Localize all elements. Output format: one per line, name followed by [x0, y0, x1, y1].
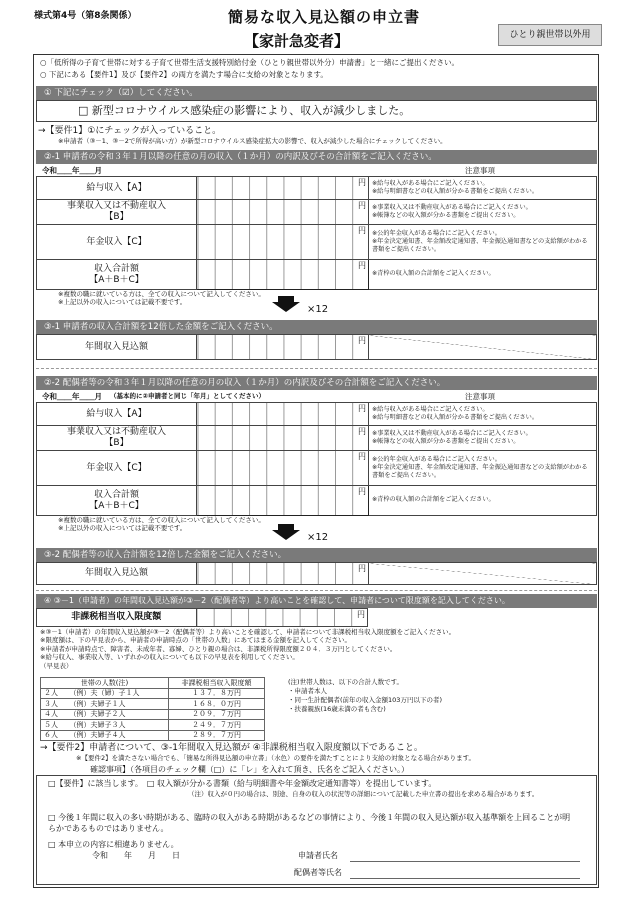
- s22-salary-input[interactable]: [197, 403, 369, 426]
- s22-business-label: 事業収入又は不動産収入 【B】: [37, 426, 197, 451]
- s4-table: [36, 608, 368, 627]
- section-1-bar: ① 下記にチェック（☑）してください。: [36, 86, 597, 100]
- section-2-1-bar: ②-1 申請者の令和３年１月以降の任意の月の収入（１か月）の内訳及びその合計額をご記入ください。: [36, 150, 597, 164]
- qr-cell: ２人: [41, 688, 67, 699]
- s32-table: [36, 562, 597, 585]
- qr-cell: ２４９．７万円: [169, 720, 265, 731]
- s21-pension-input[interactable]: [197, 225, 369, 260]
- s21-business-label: 事業収入又は不動産収入 【B】: [37, 200, 197, 225]
- qr-cell: ２８９．７万円: [169, 730, 265, 741]
- requirement-1-note: ※申請者（③－1、③－2で所得が高い方）が新型コロナウイルス感染症拡大の影響で、収入が減少した場合にチェックしてください。: [58, 137, 447, 145]
- section-4-bar: ④ ③－1（申請者）の年間収入見込額が③－2（配偶者等）より高いことを確認して、申請者について限度額を記入してください。: [36, 594, 597, 608]
- yen-unit: 円: [358, 261, 366, 270]
- spouse-name-label: 配偶者等氏名: [294, 868, 342, 877]
- confirm-item-1-note: （注）収入が０円の場合は、別途、自身の収入の状況等の詳細について記載した申立書の提出を求める場合があります。: [188, 790, 539, 798]
- page-title: 簡易な収入見込額の申立書: [228, 8, 421, 26]
- s22-business-note: ※事業収入又は不動産収入がある場合にご記入ください。 ※帳簿などの収入額が分かる書類をご提出ください。: [369, 426, 597, 451]
- s32-input[interactable]: [197, 563, 369, 585]
- s21-total-label: 収入合計額 【A＋B＋C】: [37, 260, 197, 290]
- qr-cell: ２０９．７万円: [169, 709, 265, 720]
- confirm-item-1[interactable]: □【要件】に該当します。 □ 収入額が分かる書類（給与明細書や年金額改定通知書等）を提出しています。: [48, 779, 437, 788]
- s4-label: 非課税相当収入限度額: [37, 609, 197, 627]
- yen-unit: 円: [358, 404, 366, 413]
- s22-pension-note: ※公的年金収入がある場合にご記入ください。 ※年金決定通知書、年金額改定通知書、年金振込通知書などの支給額がわかる書類をご提出ください。: [369, 451, 597, 486]
- section-3-1-bar: ③-1 申請者の収入合計額を12倍した金額をご記入ください。: [36, 320, 597, 334]
- s4-notes: ※③－1（申請者）の年間収入見込額が③－2（配偶者等）より高いことを確認して、申請者について非課税相当収入限度額をご記入ください。 ※限度額は、下の早見表から、申請者の申請時点の「世帯の人数」にあてはまる金額を記入してください。 ※申請者が申請時点で、障害者、未成年者、寡婦、ひとり親の場合は、非課税所得限度額２０４．３万円としてください。 ※給与収入、事業収入等、いずれかの収入についても以下の早見表を利用してください。 （早見表）: [40, 628, 456, 670]
- s22-total-label: 収入合計額 【A＋B＋C】: [37, 486, 197, 516]
- arrow-down-icon: [272, 530, 300, 540]
- qr-cell: （例）夫（婦）子１人: [67, 688, 169, 699]
- s21-salary-label: 給与収入【A】: [37, 177, 197, 200]
- s21-total-note: ※青枠の収入額の合計額をご記入ください。: [369, 260, 597, 290]
- household-count-note: (注)世帯人数は、以下の合計人数です。 ・申請者本人 ・同一生計配偶者(前年の収入金額103万円以下の者) ・扶養親族(16歳未満の者も含む): [288, 678, 442, 714]
- requirement-1: →【要件1】①にチェックが入っていること。: [38, 126, 222, 136]
- s21-note-header: 注意事項: [465, 166, 495, 175]
- s21-pension-note: ※公的年金収入がある場合にご記入ください。 ※年金決定通知書、年金額改定通知書、年金振込通知書などの支給額がわかる書類をご提出ください。: [369, 225, 597, 260]
- s22-footnotes: ※複数の職に就いている方は、全ての収入について記入してください。 ※上記以外の収入については記載不要です。: [58, 516, 265, 532]
- arrow-down-icon: [272, 302, 300, 312]
- section-3-2-bar: ③-2 配偶者等の収入合計額を12倍した金額をご記入ください。: [36, 548, 597, 562]
- times-12-label: ×12: [307, 304, 329, 315]
- qr-cell: （例）夫婦子２人: [67, 709, 169, 720]
- s21-income-table: [36, 176, 597, 290]
- s31-label: 年間収入見込額: [37, 335, 197, 360]
- s21-business-input[interactable]: [197, 200, 369, 225]
- confirm-heading: 確認事項】（各項目のチェック欄（□）に「レ」を入れて頂き、氏名をご記入ください。）: [90, 765, 409, 774]
- household-type-badge: ひとり親世帯以外用: [498, 24, 602, 46]
- s21-salary-note: ※給与収入がある場合にご記入ください。 ※給与明細書などの収入額が分かる書類をご提出ください。: [369, 177, 597, 200]
- notice-line-2: ○ 下記にある【要件1】及び【要件2】の両方を満たす場合に支給の対象となります。: [40, 70, 328, 79]
- yen-unit: 円: [358, 452, 366, 461]
- yen-unit: 円: [358, 427, 366, 436]
- s31-table: [36, 334, 597, 360]
- separator-2: [36, 590, 597, 591]
- s22-total-input[interactable]: [197, 486, 369, 516]
- yen-unit: 円: [358, 201, 366, 210]
- date-field[interactable]: 令和 年 月 日: [92, 851, 180, 860]
- s22-note-header: 注意事項: [465, 392, 495, 401]
- s22-income-table: [36, 402, 597, 516]
- requirement-2-note: ※【要件2】を満たさない場合でも、「簡易な所得見込額の申立書」（水色）の要件を満たすことにより支給の対象となる場合があります。: [76, 754, 476, 762]
- separator: [36, 368, 597, 369]
- qr-header-limit: 非課税相当収入限度額: [169, 678, 265, 689]
- qr-cell: （例）夫婦子１人: [67, 699, 169, 710]
- applicant-name-label: 申請者氏名: [298, 851, 338, 860]
- s21-total-input[interactable]: [197, 260, 369, 290]
- qr-cell: （例）夫婦子３人: [67, 720, 169, 731]
- form-number: 様式第4号（第8条関係）: [34, 11, 137, 21]
- s22-salary-note: ※給与収入がある場合にご記入ください。 ※給与明細書などの収入額が分かる書類をご提出ください。: [369, 403, 597, 426]
- s21-pension-label: 年金収入【C】: [37, 225, 197, 260]
- qr-cell: （例）夫婦子４人: [67, 730, 169, 741]
- s31-crossed-cell: [369, 335, 597, 360]
- s22-salary-label: 給与収入【A】: [37, 403, 197, 426]
- requirement-2: →【要件2】申請者について、③-1年間収入見込額が ④非課税相当収入限度額以下であること。: [40, 743, 423, 753]
- yen-unit: 円: [358, 564, 366, 573]
- yen-unit: 円: [358, 336, 366, 345]
- s22-pension-label: 年金収入【C】: [37, 451, 197, 486]
- spouse-name-field[interactable]: [350, 878, 580, 879]
- confirm-item-2[interactable]: □ 今後１年間に収入の多い時期がある、臨時の収入がある時期があるなどの事情により、今後１年間の収入見込額が収入基準額を上回ることが明らかであるものではありません。: [48, 813, 571, 834]
- covid-impact-checkbox[interactable]: □ 新型コロナウイルス感染症の影響により、収入が減少しました。: [78, 104, 411, 117]
- page-subtitle: 【家計急変者】: [244, 32, 350, 50]
- s32-crossed-cell: [369, 563, 597, 585]
- qr-cell: ５人: [41, 720, 67, 731]
- qr-cell: １６８．０万円: [169, 699, 265, 710]
- s21-footnotes: ※複数の職に就いている方は、全ての収入について記入してください。 ※上記以外の収入については記載不要です。: [58, 290, 265, 306]
- yen-unit: 円: [358, 226, 366, 235]
- s4-input[interactable]: [196, 609, 367, 627]
- s21-salary-input[interactable]: [197, 177, 369, 200]
- yen-unit: 円: [358, 178, 366, 187]
- s22-pension-input[interactable]: [197, 451, 369, 486]
- yen-unit: 円: [358, 487, 366, 496]
- notice-line-1: ○「低所得の子育て世帯に対する子育て世帯生活支援特別給付金（ひとり親世帯以外分）申請書」と一緒にご提出ください。: [40, 58, 460, 67]
- s21-month: 令和＿＿年＿＿月: [42, 166, 102, 175]
- qr-header-people: 世帯の人数(注): [41, 678, 169, 689]
- s22-business-input[interactable]: [197, 426, 369, 451]
- times-12-label-2: ×12: [307, 532, 329, 543]
- s22-total-note: ※青枠の収入額の合計額をご記入ください。: [369, 486, 597, 516]
- qr-cell: １３７．８万円: [169, 688, 265, 699]
- s22-month-note: （基本的に②申請者と同じ「年月」としてください）: [110, 392, 266, 400]
- yen-unit: 円: [357, 610, 365, 619]
- s32-label: 年間収入見込額: [37, 563, 197, 585]
- s31-input[interactable]: [197, 335, 369, 360]
- s21-business-note: ※事業収入又は不動産収入がある場合にご記入ください。 ※帳簿などの収入額が分かる書類をご提出ください。: [369, 200, 597, 225]
- s22-month: 令和＿＿年＿＿月: [42, 392, 102, 401]
- qr-cell: ４人: [41, 709, 67, 720]
- qr-cell: ６人: [41, 730, 67, 741]
- section-2-2-bar: ②-2 配偶者等の令和３年１月以降の任意の月の収入（１か月）の内訳及びその合計額をご記入ください。: [36, 376, 597, 390]
- qr-cell: ３人: [41, 699, 67, 710]
- quick-reference-table: [40, 677, 265, 741]
- applicant-name-field[interactable]: [350, 861, 580, 862]
- confirm-item-3[interactable]: □ 本申立の内容に相違ありません。: [48, 840, 179, 849]
